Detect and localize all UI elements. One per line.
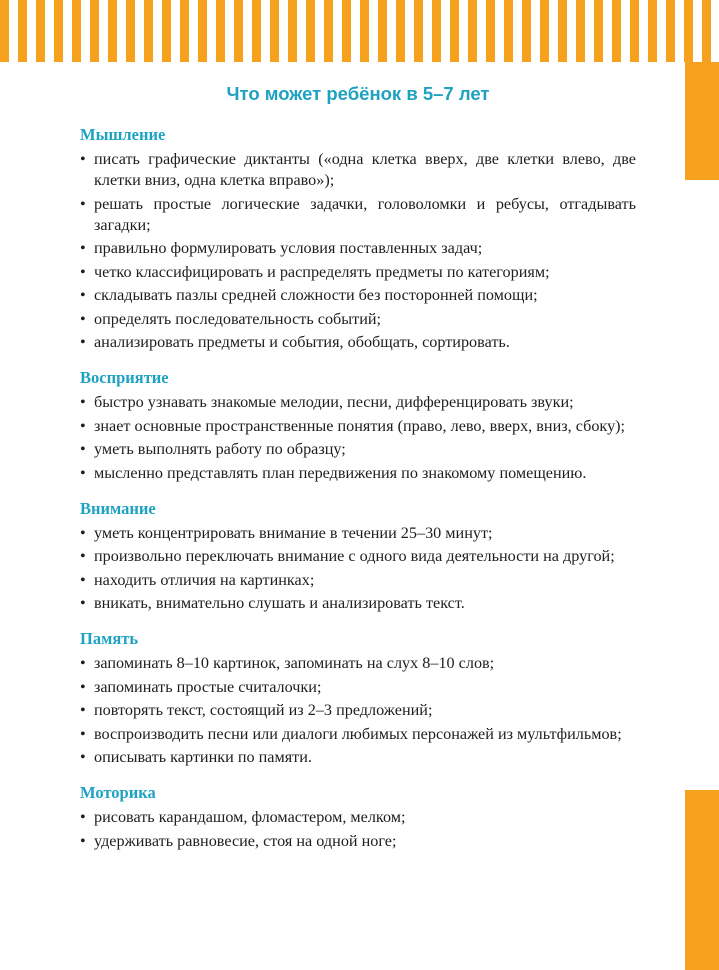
sections-container [80,124,636,852]
list-item: • определять последовательность событий; [80,309,636,330]
bullet-list [80,807,636,852]
list-item: • находить отличия на картинках; [80,570,636,591]
list-item: • решать простые логические задачки, головоломки и ребусы, отгадывать загадки; [80,194,636,236]
section-heading: Внимание [80,498,156,518]
list-item: • описывать картинки по памяти. [80,747,636,768]
list-item: • четко классифицировать и распределять предметы по категориям; [80,262,636,283]
list-item: • запоминать 8–10 картинок, запоминать на слух 8–10 слов; [80,653,636,674]
bullet-list [80,523,636,615]
list-item: • писать графические диктанты («одна клетка вверх, две клетки влево, две клетки вниз, одна клетка вправо»); [80,149,636,191]
section-heading: Моторика [80,783,156,802]
bullet-list [80,149,636,353]
page-content [80,76,636,854]
section-thinking [80,124,636,353]
list-item: • мысленно представлять план передвижения по знакомому помещению. [80,463,636,484]
section-attention [80,498,636,615]
list-item: • рисовать карандашом, фломастером, мелком; [80,807,636,828]
list-item: • уметь выполнять работу по образцу; [80,439,636,460]
bullet-list [80,392,636,484]
list-item: • повторять текст, состоящий из 2–3 предложений; [80,700,636,721]
section-memory [80,628,636,768]
list-item: • запоминать простые считалочки; [80,677,636,698]
side-bar-top [685,62,719,180]
decorative-stripes [0,0,719,62]
section-perception [80,367,636,484]
list-item: • вникать, внимательно слушать и анализировать текст. [80,593,636,614]
section-heading: Восприятие [80,368,169,387]
list-item: • складывать пазлы средней сложности без посторонней помощи; [80,285,636,306]
section-heading: Мышление [80,125,166,144]
bullet-list [80,653,636,768]
list-item: • воспроизводить песни или диалоги любимых персонажей из мультфильмов; [80,724,636,745]
side-bar-bottom [685,790,719,970]
page-title: Что может ребёнок в 5–7 лет [226,83,490,104]
list-item: • анализировать предметы и события, обобщать, сортировать. [80,332,636,353]
list-item: • правильно формулировать условия поставленных задач; [80,238,636,259]
section-heading: Память [80,629,139,648]
section-motorics [80,782,636,852]
list-item: • быстро узнавать знакомые мелодии, песни, дифференцировать звуки; [80,392,636,413]
list-item: • уметь концентрировать внимание в течении 25–30 минут; [80,523,636,544]
list-item: • произвольно переключать внимание с одного вида деятельности на другой; [80,546,636,567]
list-item: • знает основные пространственные понятия (право, лево, вверх, вниз, сбоку); [80,416,636,437]
list-item: • удерживать равновесие, стоя на одной ноге; [80,831,636,852]
